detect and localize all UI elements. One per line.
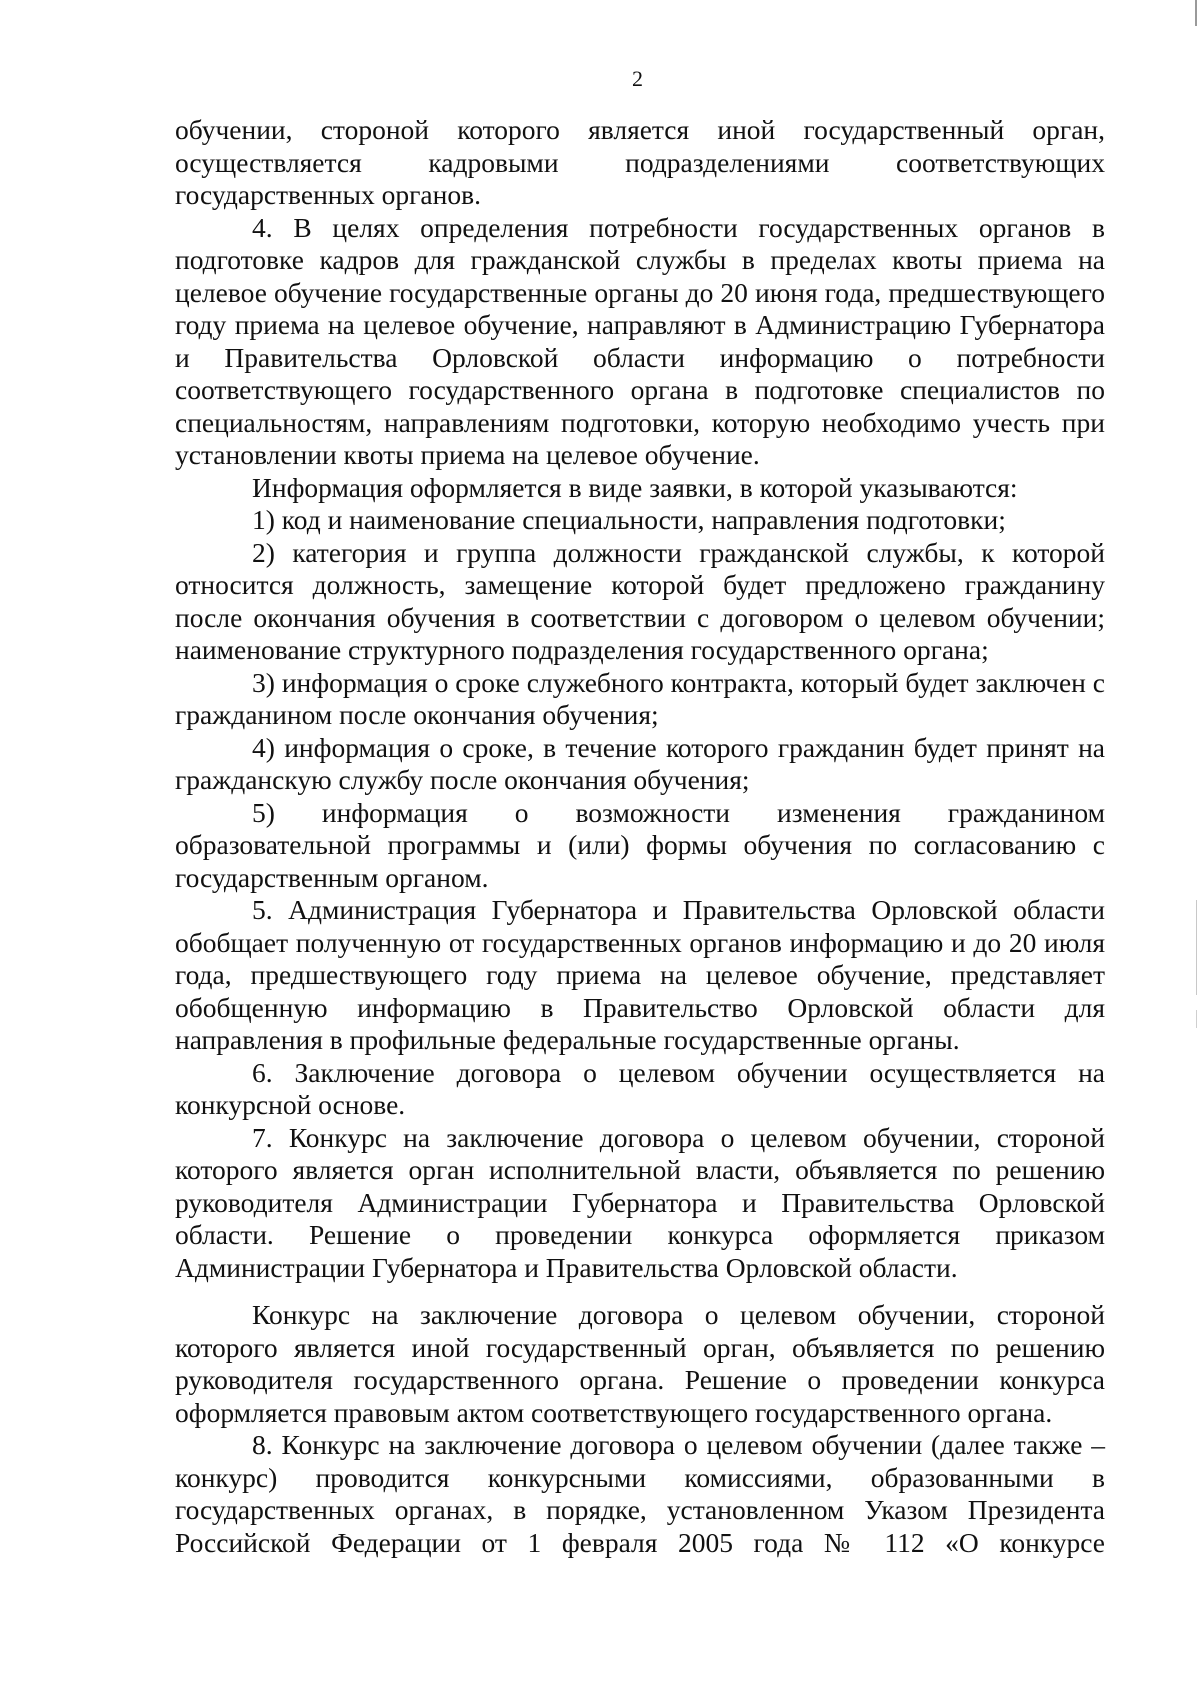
paragraph-item-6: 6. Заключение договора о целевом обучении осуществляется на конкурсной основе. (175, 1056, 1105, 1120)
paragraph-item-4: 4. В целях определения потребности государственных органов в подготовке кадров для гражданской службы в пределах квоты приема на целевое обучение государственные органы до 20 июня года, предшествующего году приема на целевое обучение, направляют в Администрацию Губернатора и Правительства Орловской области информацию о потребности соответствующего государственного органа в подготовке специалистов по специальностям, направлениям подготовки, которую необходимо учесть при установлении квоты приема на целевое обучение. (175, 211, 1105, 470)
list-item-1: 1) код и наименование специальности, направления подготовки; (252, 504, 1006, 535)
paragraph-item-8: 8. Конкурс на заключение договора о целевом обучении (далее также – конкурс) проводится конкурсными комиссиями, образованными в государственных органах, в порядке, установленном Указом Президента Российской Федерации от 1 февраля 2005 года № 112 «О конкурсе (175, 1429, 1105, 1558)
scan-edge-mark (1196, 1010, 1197, 1028)
list-item-4: 4) информация о сроке, в течение которого гражданин будет принят на гражданскую службу после окончания обучения; (175, 731, 1105, 795)
list-item-3: 3) информация о сроке служебного контракта, который будет заключен с гражданином после окончания обучения; (175, 666, 1105, 730)
document-body (175, 114, 1105, 1559)
scan-edge-mark (1196, 900, 1197, 995)
page-number: 2 (632, 66, 643, 91)
list-item-5: 5) информация о возможности изменения гражданином образовательной программы и (или) формы обучения по согласованию с государственным органом. (175, 796, 1105, 893)
paragraph-item-5: 5. Администрация Губернатора и Правительства Орловской области обобщает полученную от государственных органов информацию и до 20 июля года, предшествующего году приема на целевое обучение, представляет обобщенную информацию в Правительство Орловской области для направления в профильные федеральные государственные органы. (175, 894, 1105, 1055)
paragraph-item-7-continued: Конкурс на заключение договора о целевом обучении, стороной которого является иной государственный орган, объявляется по решению руководителя государственного органа. Решение о проведении конкурса оформляется правовым актом соответствующего государственного органа. (175, 1299, 1105, 1428)
list-item-2: 2) категория и группа должности гражданской службы, к которой относится должность, замещение которой будет предложено гражданину после окончания обучения в соответствии с договором о целевом обучении; наименование структурного подразделения государственного органа; (175, 536, 1105, 665)
scan-edge-mark (1195, 0, 1197, 26)
paragraph-request-info: Информация оформляется в виде заявки, в которой указываются: (252, 471, 1018, 503)
paragraph-item-7: 7. Конкурс на заключение договора о целевом обучении, стороной которого является орган исполнительной власти, объявляется по решению руководителя Администрации Губернатора и Правительства Орловской области. Решение о проведении конкурса оформляется приказом Администрации Губернатора и Правительства Орловской области. (175, 1121, 1105, 1283)
paragraph-continuation: обучении, стороной которого является иной государственный орган, осуществляется кадровыми подразделениями соответствующих государственных органов. (175, 114, 1105, 210)
